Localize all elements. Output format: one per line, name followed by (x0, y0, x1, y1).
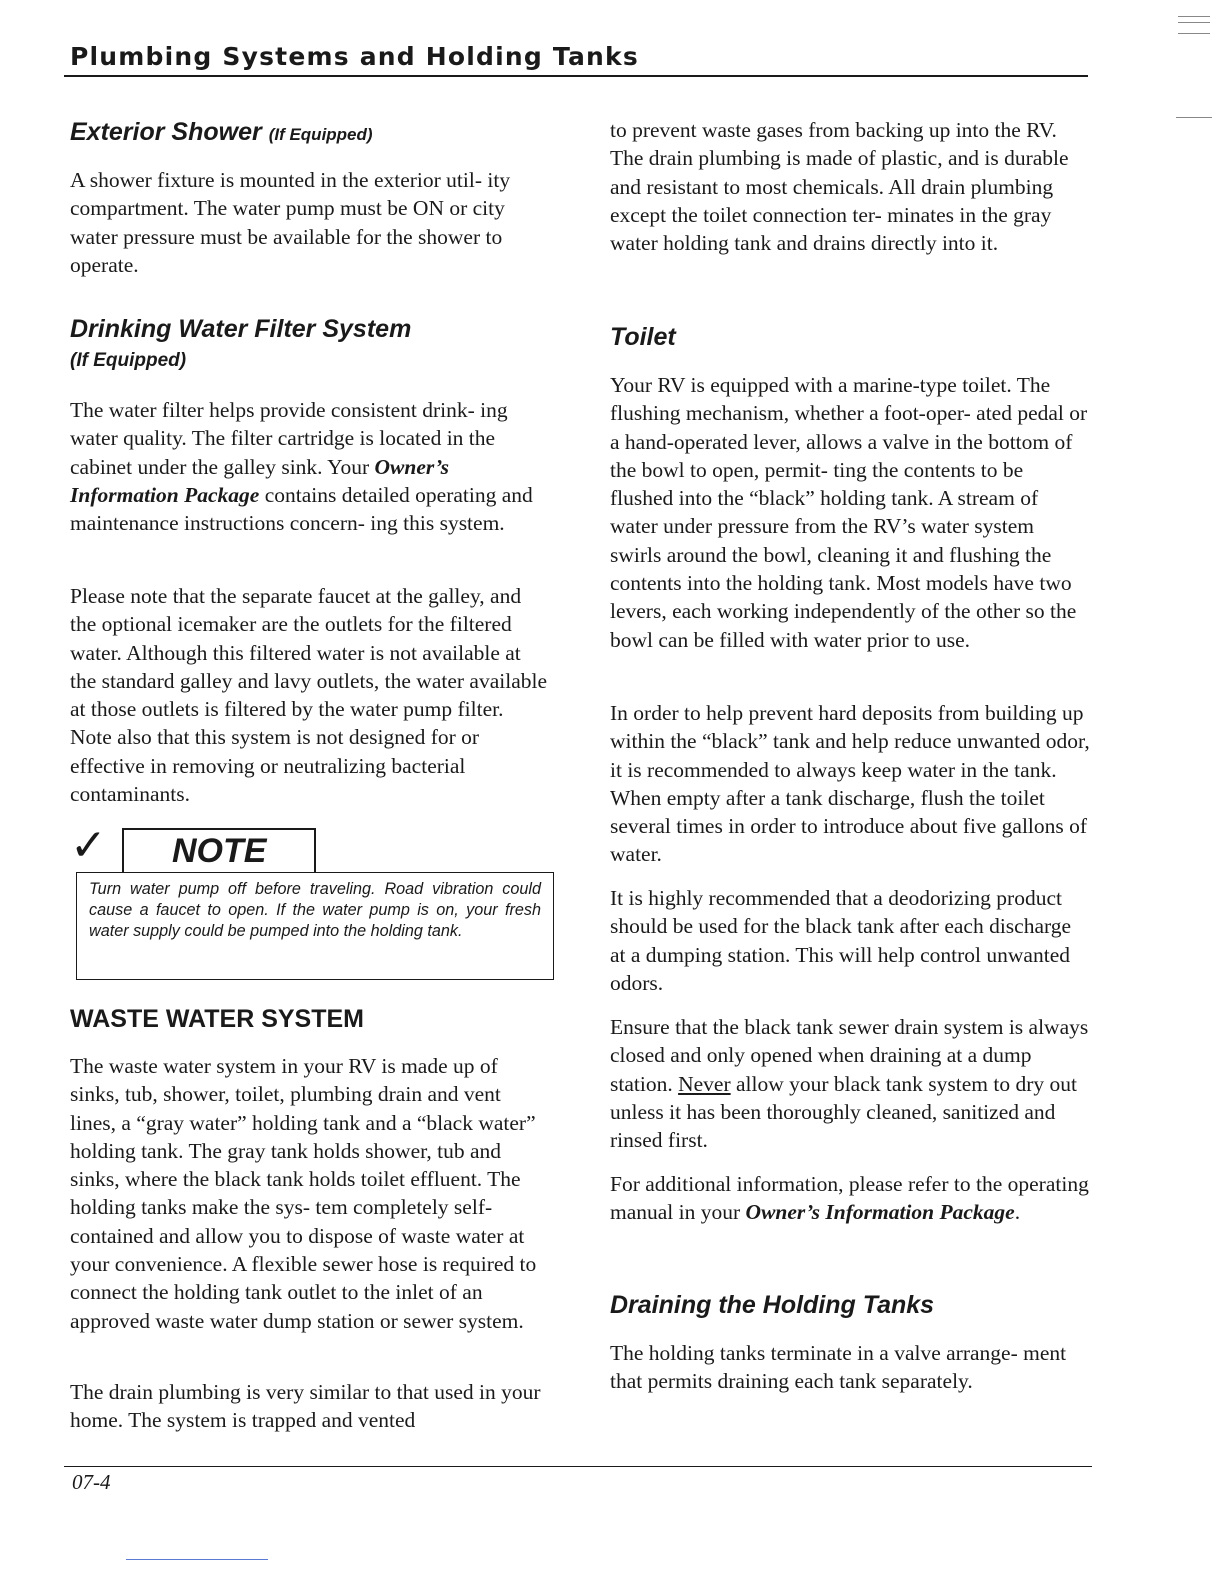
toilet-heading: Toilet (610, 323, 676, 351)
scan-artifact-blue (126, 1559, 268, 1560)
toilet-paragraph-1: Your RV is equipped with a marine-type toilet. The flushing mechanism, whether a foot-oper- ated pedal or a hand-operated lever, allows a valve in the bottom of the bowl to open, permit- ting the contents to be flushed into the “black” holding tank. A stream of water under pressure from the RV’s water system swirls around the bowl, cleaning it and flushing the contents into the holding tank. Most models have two levers, each working independently of the other so the bowl can be filled with water prior to use. (610, 373, 1088, 652)
owners-info-package-ref: Owner’s Information Package (70, 454, 449, 507)
exterior-shower-section (70, 117, 550, 147)
exterior-shower-heading (70, 117, 550, 147)
note-callout (70, 820, 550, 984)
header-rule (64, 75, 1088, 77)
note-label: NOTE (172, 832, 267, 870)
scan-artifact (1176, 117, 1212, 118)
drinking-water-paragraph-2: Please note that the separate faucet at the galley, and the optional icemaker are the outlets for the filtered water. Although this filtered water is not available at the standard galley and lavy outlets, the water available at those outlets is filtered by the water pump filter. Note also that this system is not designed for or effective in removing or neutralizing bacterial contaminants. (70, 584, 547, 807)
toilet-paragraph-5 (610, 1170, 1090, 1227)
draining-heading: Draining the Holding Tanks (610, 1291, 935, 1319)
note-text: Turn water pump off before traveling. Road vibration could cause a faucet to open. If the water pump is on, your fresh water supply could be pumped into the holding tank. (89, 880, 541, 940)
waste-water-paragraph-2: The drain plumbing is very similar to that used in your home. The system is trapped and vented (70, 1380, 541, 1433)
footer-rule (64, 1466, 1092, 1467)
draining-paragraph: The holding tanks terminate in a valve arrange- ment that permits draining each tank separately. (610, 1341, 1067, 1394)
note-box (76, 872, 554, 980)
owners-info-package-ref-2: Owner’s Information Package (745, 1200, 1015, 1225)
never-emphasis: Never (678, 1071, 731, 1096)
checkmark-icon: ✓ (70, 820, 107, 871)
waste-water-paragraph-2-continued: to prevent waste gases from backing up into the RV. The drain plumbing is made of plastic, and is durable and resistant to most chemicals. All drain plumbing except the toilet connection ter- minates in the gray water holding tank and drains directly into it. (610, 118, 1069, 256)
page-number: 07-4 (72, 1470, 111, 1494)
drinking-water-heading: Drinking Water Filter System (70, 315, 412, 343)
toilet-section (610, 322, 1090, 352)
toilet-paragraph-2: In order to help prevent hard deposits from building up within the “black” tank and help reduce unwanted odor, it is recommended to always keep water in the tank. When empty after a tank discharge, flush the toilet several times in order to introduce about five gallons of water. (610, 701, 1090, 867)
scan-artifact (1178, 33, 1210, 34)
drinking-water-qualifier: (If Equipped) (70, 350, 187, 371)
exterior-shower-qualifier: (If Equipped) (268, 125, 373, 144)
page-title: Plumbing Systems and Holding Tanks (70, 42, 639, 71)
toilet-p5-text: For additional information, please refer to the operating manual in your (610, 1172, 1089, 1225)
toilet-p5-text-end: . (1014, 1200, 1021, 1225)
toilet-p4-text-end: allow your black tank system to dry out unless it has been thoroughly cleaned, sanitized and rinsed first. (610, 1071, 1077, 1153)
drinking-water-paragraph-1 (70, 396, 550, 537)
waste-water-paragraph-1: The waste water system in your RV is made up of sinks, tub, shower, toilet, plumbing drain and vent lines, a “gray water” holding tank and a “black water” holding tank. The gray tank holds shower, tub and sinks, where the black tank holds toilet effluent. The holding tanks make the sys- tem completely self-contained and allow you to dispose of waste water at your convenience. A flexible sewer hose is required to connect the holding tank outlet to the inlet of an approved waste water dump station or sewer system. (70, 1054, 537, 1333)
draining-section (610, 1290, 1090, 1320)
toilet-p4-text: Ensure that the black tank sewer drain system is always closed and only opened when draining at a dump station. (610, 1015, 1089, 1096)
scan-artifact (1178, 22, 1210, 23)
waste-water-heading: WASTE WATER SYSTEM (70, 1005, 364, 1033)
toilet-paragraph-3: It is highly recommended that a deodorizing product should be used for the black tank after each discharge at a dumping station. This will help control unwanted odors. (610, 886, 1072, 995)
exterior-shower-title: Exterior Shower (70, 118, 262, 146)
waste-water-section (70, 1004, 550, 1034)
exterior-shower-paragraph: A shower fixture is mounted in the exterior util- ity compartment. The water pump must be ON or city water pressure must be available for the shower to operate. (70, 168, 511, 277)
drinking-water-p1-text: The water filter helps provide consistent drink- ing water quality. The filter cartridge is located in the cabinet under the galley sink. Your (70, 398, 508, 479)
note-tab (122, 828, 316, 872)
drinking-water-p1-text-end: contains detailed operating and maintenance instructions concern- ing this system. (70, 482, 533, 536)
drinking-water-section (70, 314, 550, 372)
toilet-paragraph-4 (610, 1013, 1090, 1154)
scan-artifact (1178, 16, 1210, 17)
